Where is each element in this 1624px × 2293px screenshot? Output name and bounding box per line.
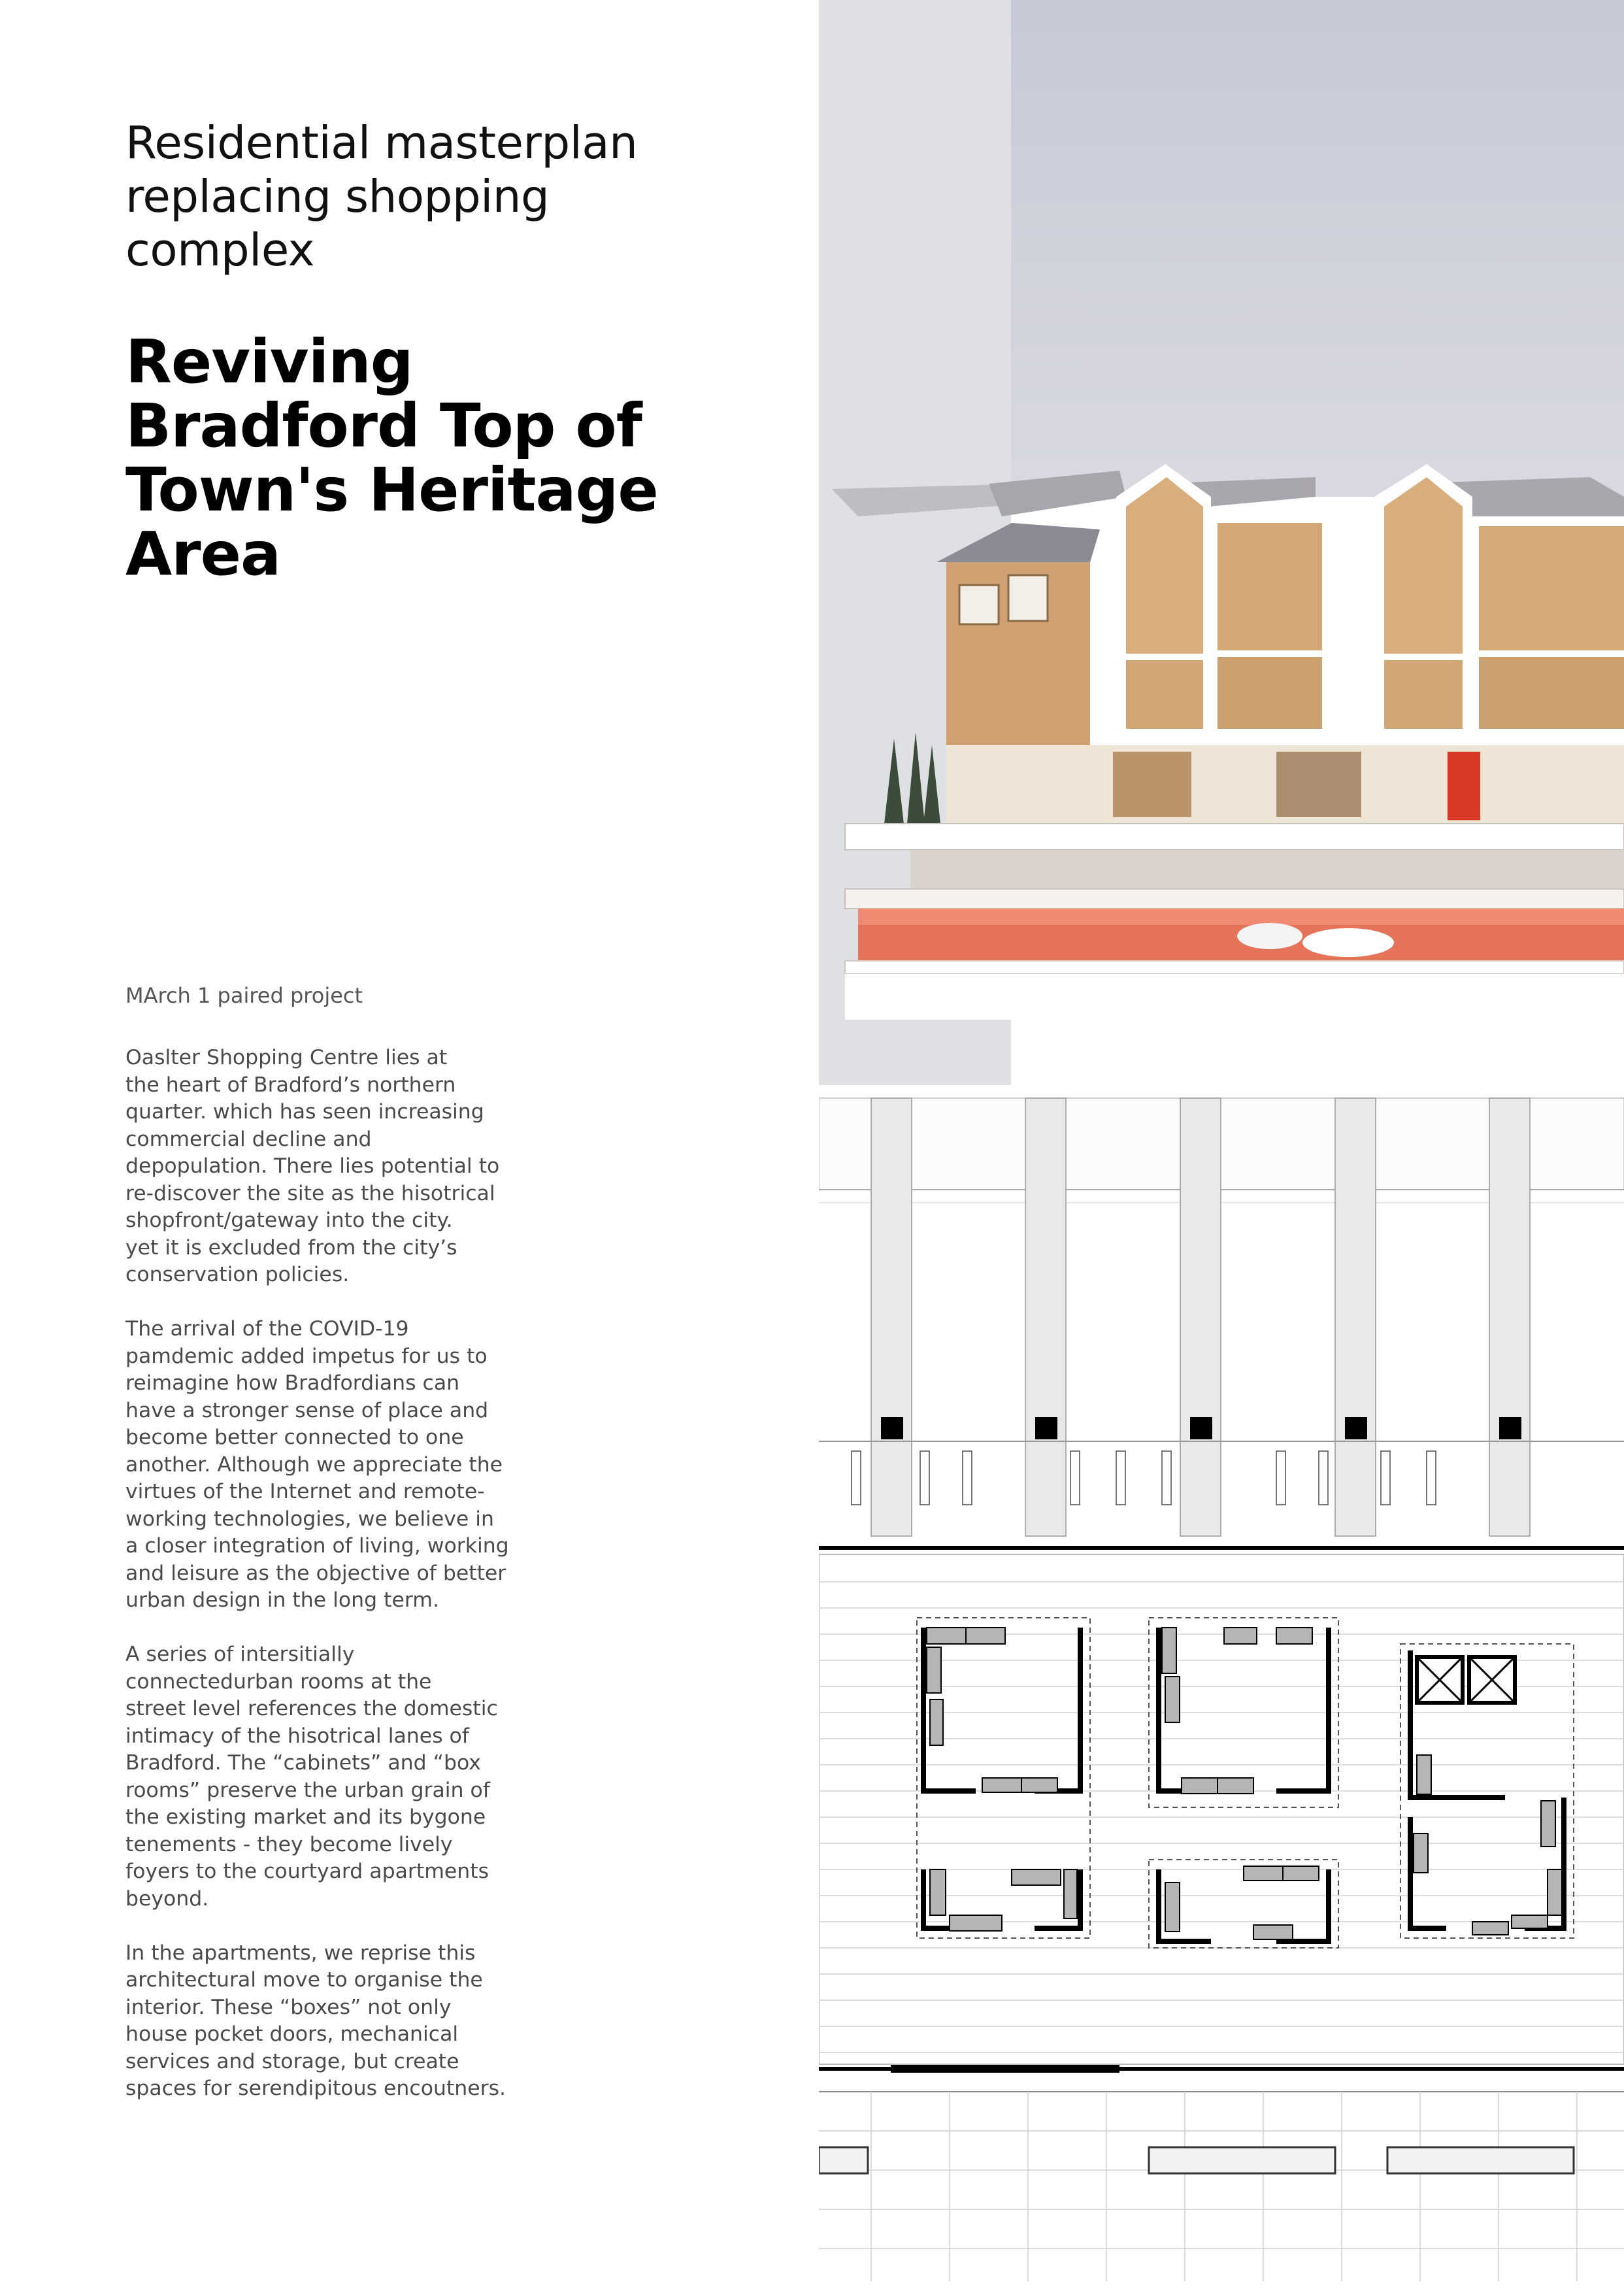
architectural-drawing-panel <box>819 0 1624 2293</box>
paragraph: A series of intersitially connectedurban rooms at the street level references the domestic intimacy of the hisotrical lanes of Bradford. The “cabinets” and “box rooms” preserve the urban grain of the existing market and its bygone tenements - they become lively foyers to the courtyard apartments beyond. <box>125 1643 498 1911</box>
project-label: MArch 1 paired project <box>125 983 363 1008</box>
paragraph: In the apartments, we reprise this architectural move to organise the interior. These “boxes” not only house pocket doors, mechanical services and storage, but create spaces for serendipitous encoutners. <box>125 1941 506 2100</box>
paragraph: Oaslter Shopping Centre lies at the heart of Bradford’s northern quarter. which has seen increasing commercial decline and depopulation. There lies potential to re-discover the site as the hisotrical shopfront/gateway into the city. yet it is excluded from the city’s conservation policies. <box>125 1046 500 1286</box>
planter <box>1387 2147 1574 2173</box>
red-door <box>1448 752 1480 820</box>
car-icon <box>1237 923 1302 949</box>
project-title: Reviving Bradford Top of Town's Heritage Area <box>125 327 658 589</box>
sectional-perspective-illustration <box>819 0 1624 1020</box>
tree-icon <box>884 739 904 824</box>
tree-icon <box>923 745 940 824</box>
planter <box>819 2147 868 2173</box>
project-subtitle: Residential masterplan replacing shopping complex <box>125 117 638 276</box>
project-description <box>125 1045 531 2130</box>
ground-floor-plan-drawing <box>819 1085 1624 2281</box>
paragraph: The arrival of the COVID-19 pamdemic added impetus for us to reimagine how Bradfordians can have a stronger sense of place and become better connected to one another. Although we appreciate the virtues of the Internet and remote- working technologies, we believe in a closer integration of living, working and leisure as the objective of better urban design in the long term. <box>125 1317 509 1612</box>
tree-icon <box>907 732 925 824</box>
car-icon <box>1302 928 1394 957</box>
planter <box>1149 2147 1335 2173</box>
